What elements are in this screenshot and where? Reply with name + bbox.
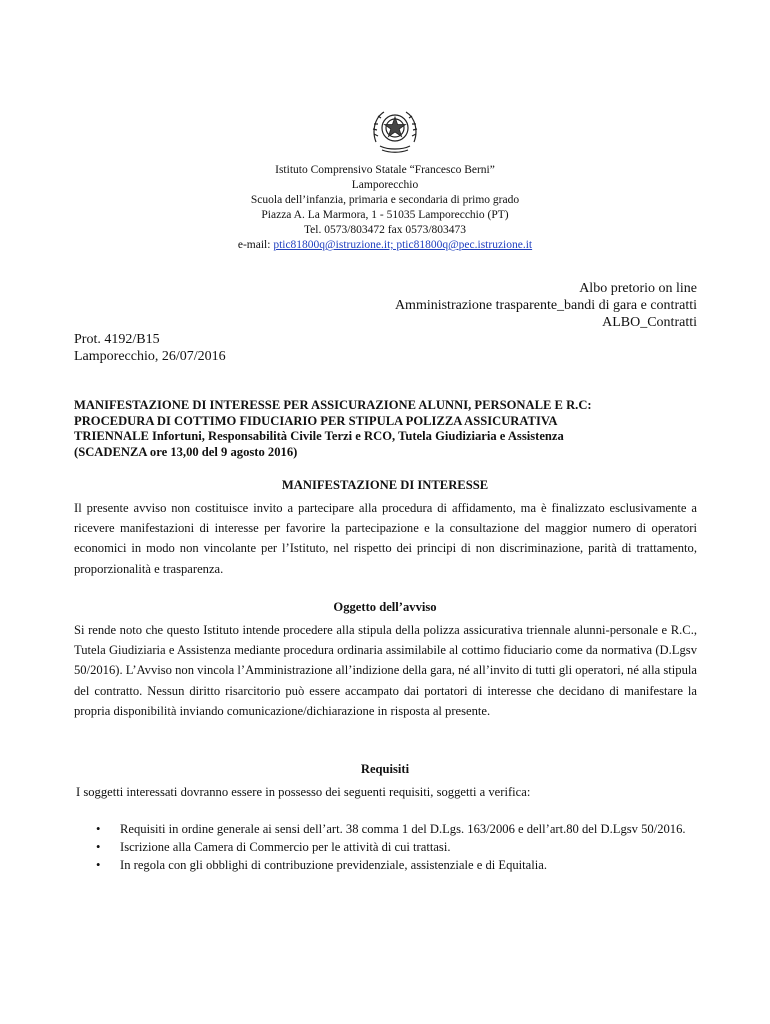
section-body-oggetto: Si rende noto che questo Istituto intende procedere alla stipula della polizza assicurativa triennale alunni-personale e R.C., Tutela Giudiziaria e Assistenza mediante procedura ordinaria assimilabile al cottimo fiduciario come da normativa (D.Lgsv 50/2016). L’Avviso non vincola l’Amministrazione all’indizione della gara, né all’invito di tutti gli operatori, né alla stipula del contratto. Nessun diritto risarcitorio può essere accampato dai portatori di interesse che decidano di manifestare la propria disponibilità inviando comunicazione/dichiarazione in risposta al presente.	[74, 623, 697, 718]
protocol-number: Prot. 4192/B15	[74, 332, 160, 347]
title-line-2: PROCEDURA DI COTTIMO FIDUCIARIO PER STIPULA POLIZZA ASSICURATIVA	[74, 413, 558, 428]
list-item	[74, 820, 697, 838]
albo-line-3: ALBO_Contratti	[602, 315, 697, 330]
school-phone-fax: Tel. 0573/803472 fax 0573/803473	[303, 224, 467, 236]
school-address: Piazza A. La Marmora, 1 - 51035 Lamporecchio (PT)	[261, 209, 509, 221]
albo-line-1: Albo pretorio on line	[579, 281, 697, 296]
protocol-block	[74, 331, 226, 365]
list-item-text: Requisiti in ordine generale ai sensi dell’art. 38 comma 1 del D.Lgs. 163/2006 e dell’art.80 del D.Lgsv 50/2016.	[120, 822, 686, 836]
section-body-manifestazione: Il presente avviso non costituisce invito a partecipare alla procedura di affidamento, ma è finalizzato esclusivamente a ricevere manifestazioni di interesse per favorire la partecipazione e la consultazione del maggior numero di operatori economici in modo non vincolante per l’Istituto, nel rispetto dei principi di non discriminazione, parità di trattamento, proporzionalità e trasparenza.	[74, 501, 697, 576]
list-item	[74, 838, 697, 856]
school-town: Lamporecchio	[351, 179, 419, 191]
place-date: Lamporecchio, 26/07/2016	[74, 349, 226, 364]
title-line-4: (SCADENZA ore 13,00 del 9 agosto 2016)	[74, 444, 298, 459]
school-type: Scuola dell’infanzia, primaria e secondaria di primo grado	[250, 194, 520, 206]
bullet-icon: •	[96, 858, 101, 872]
school-name: Istituto Comprensivo Statale “Francesco Berni”	[275, 164, 495, 176]
albo-block	[395, 280, 697, 331]
email-links[interactable]: ptic81800q@istruzione.it; ptic81800q@pec.istruzione.it	[273, 239, 533, 251]
list-item-text: In regola con gli obblighi di contribuzione previdenziale, assistenziale e di Equitalia.	[120, 858, 548, 872]
list-item	[74, 856, 697, 874]
section-heading-manifestazione: MANIFESTAZIONE DI INTERESSE	[281, 478, 489, 492]
bullet-icon: •	[96, 822, 101, 836]
requisiti-list	[74, 820, 697, 874]
albo-line-2: Amministrazione trasparente_bandi di gara e contratti	[394, 298, 697, 313]
section-heading-requisiti: Requisiti	[360, 762, 410, 776]
document-title	[74, 398, 704, 460]
school-email-line	[0, 238, 770, 253]
title-line-3: TRIENNALE Infortuni, Responsabilità Civile Terzi e RCO, Tutela Giudiziaria e Assistenza	[74, 429, 564, 444]
section-heading-oggetto: Oggetto dell’avviso	[333, 600, 437, 614]
school-header	[0, 163, 770, 253]
email-label: e-mail:	[237, 239, 271, 251]
bullet-icon: •	[96, 840, 101, 854]
requisiti-intro: I soggetti interessati dovranno essere in possesso dei seguenti requisiti, soggetti a verifica:	[76, 785, 531, 799]
title-line-1: MANIFESTAZIONE DI INTERESSE PER ASSICURAZIONE ALUNNI, PERSONALE E R.C:	[74, 398, 592, 412]
list-item-text: Iscrizione alla Camera di Commercio per le attività di cui trattasi.	[120, 840, 451, 854]
italian-republic-emblem-icon	[368, 104, 422, 156]
